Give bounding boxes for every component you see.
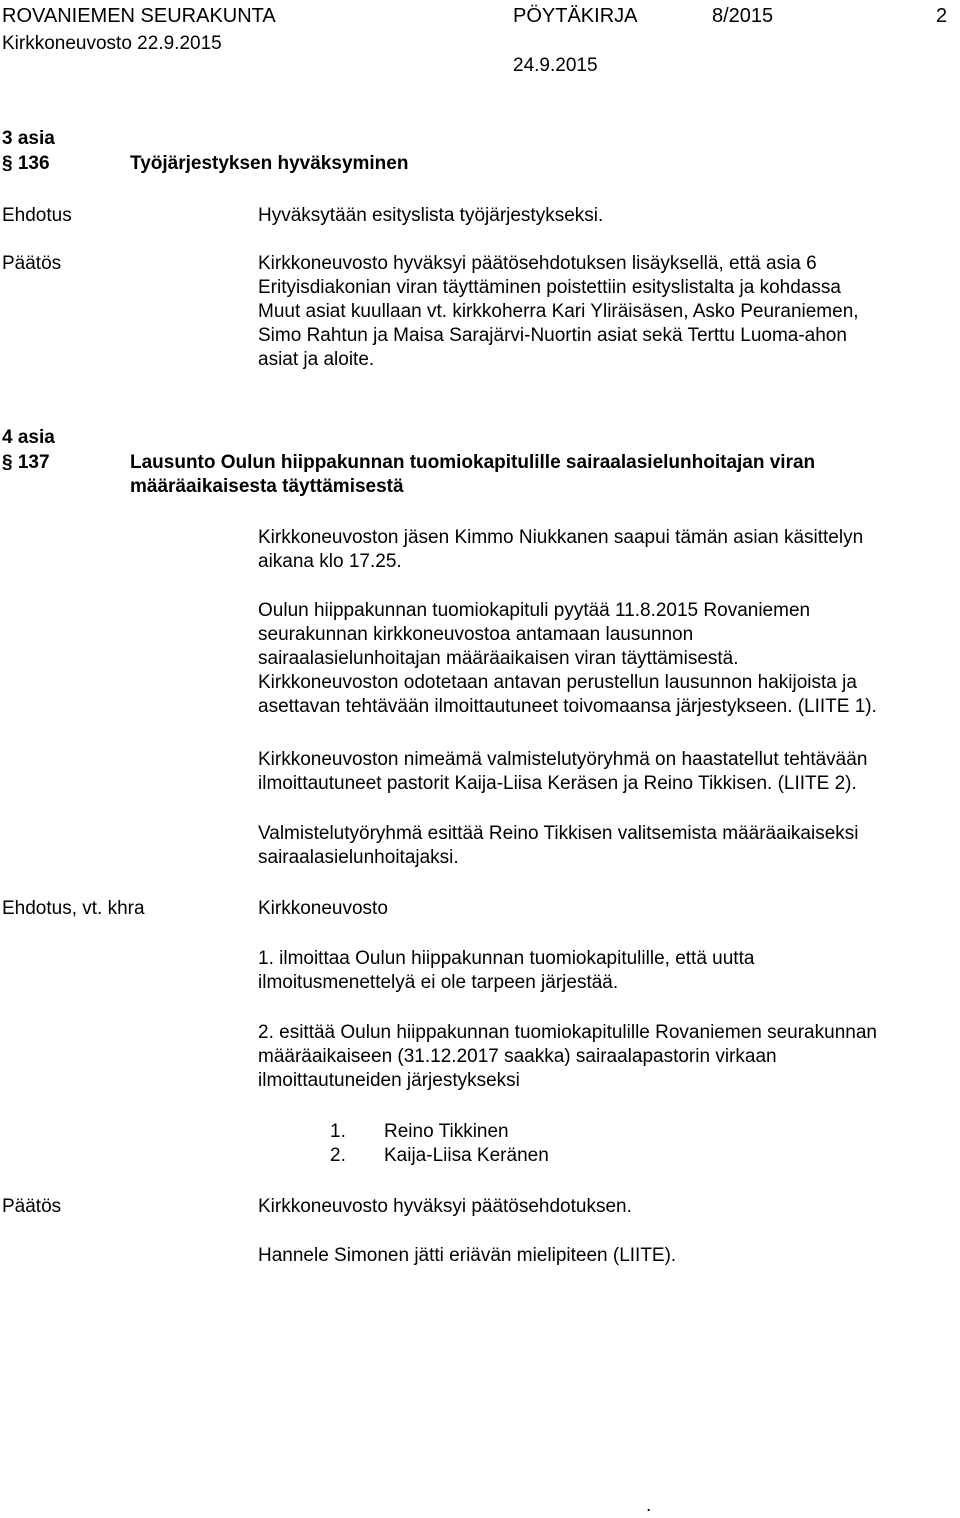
item3-section: 136 xyxy=(17,153,50,174)
ranking-name: Kaija-Liisa Keränen xyxy=(384,1145,549,1166)
item4-proposal-label: Ehdotus, vt. khra xyxy=(2,898,145,919)
item3-proposal-text: Hyväksytään esityslista työjärjestykseksi. xyxy=(258,205,604,226)
text-line: Muut asiat kuullaan vt. kirkkoherra Kari Yliräisäsen, Asko Peuraniemen, xyxy=(258,301,859,322)
item4-dissent: Hannele Simonen jätti eriävän mielipiteen (LIITE). xyxy=(258,1245,677,1266)
org-name: ROVANIEMEN SEURAKUNTA xyxy=(2,5,276,27)
item4-asia: 4 asia xyxy=(2,427,55,448)
text-line: Kirkkoneuvosto hyväksyi päätösehdotuksen lisäyksellä, että asia 6 xyxy=(258,253,817,274)
text-line: määräaikaiseen (31.12.2017 saakka) sairaalapastorin virkaan xyxy=(258,1046,777,1067)
footer-mark: . xyxy=(646,1495,652,1516)
item4-section-number: § 137 xyxy=(2,452,50,473)
text-line: asettavan tehtävään ilmoittautuneet toivomaansa järjestykseen. (LIITE 1). xyxy=(258,696,877,717)
item4-para4 xyxy=(258,822,958,870)
item3-decision-label: Päätös xyxy=(2,253,62,274)
text-line: Simo Rahtun ja Maisa Sarajärvi-Nuortin asiat sekä Terttu Luoma-ahon xyxy=(258,325,847,346)
text-line: Kirkkoneuvoston jäsen Kimmo Niukkanen saapui tämän asian käsittelyn xyxy=(258,527,864,548)
doc-number: 8/2015 xyxy=(712,5,774,27)
title-line: Lausunto Oulun hiippakunnan tuomiokapitulille sairaalasielunhoitajan viran xyxy=(130,452,816,473)
item4-section: 137 xyxy=(17,452,50,473)
title-line: määräaikaisesta täyttämisestä xyxy=(130,476,404,497)
item4-decision-label: Päätös xyxy=(2,1196,62,1217)
protocol-date: 24.9.2015 xyxy=(513,55,598,76)
text-line: seurakunnan kirkkoneuvostoa antamaan lausunnon xyxy=(258,624,694,645)
item3-proposal-label: Ehdotus xyxy=(2,205,72,226)
ranking-num: 2. xyxy=(330,1145,346,1166)
text-line: Kirkkoneuvoston odotetaan antavan perustellun lausunnon hakijoista ja xyxy=(258,672,857,693)
text-line: Kirkkoneuvoston nimeämä valmistelutyöryhmä on haastatellut tehtävään xyxy=(258,749,868,770)
item4-para1 xyxy=(258,526,958,574)
text-line: 1. ilmoittaa Oulun hiippakunnan tuomiokapitulille, että uutta xyxy=(258,948,755,969)
text-line: sairaalasielunhoitajaksi. xyxy=(258,847,459,868)
item3-asia: 3 asia xyxy=(2,128,55,149)
text-line: Oulun hiippakunnan tuomiokapituli pyytää 11.8.2015 Rovaniemen xyxy=(258,600,811,621)
text-line: asiat ja aloite. xyxy=(258,349,375,370)
item4-para3 xyxy=(258,748,958,796)
text-line: sairaalasielunhoitajan määräaikaisen viran täyttämisestä. xyxy=(258,648,739,669)
item4-point2 xyxy=(258,1021,958,1093)
item4-point1 xyxy=(258,947,958,995)
meeting-date: Kirkkoneuvosto 22.9.2015 xyxy=(2,33,222,54)
text-line: 2. esittää Oulun hiippakunnan tuomiokapitulille Rovaniemen seurakunnan xyxy=(258,1022,877,1043)
page-number: 2 xyxy=(936,5,948,27)
text-line: Erityisdiakonian viran täyttäminen poistettiin esityslistalta ja kohdassa xyxy=(258,277,841,298)
item3-title: Työjärjestyksen hyväksyminen xyxy=(130,153,409,174)
doc-type: PÖYTÄKIRJA xyxy=(513,5,638,27)
text-line: aikana klo 17.25. xyxy=(258,551,402,572)
text-line: ilmoitusmenettelyä ei ole tarpeen järjestää. xyxy=(258,972,619,993)
ranking-name: Reino Tikkinen xyxy=(384,1121,509,1142)
item3-section-number: § 136 xyxy=(2,153,50,174)
item4-para2 xyxy=(258,599,958,719)
item4-title xyxy=(130,451,815,499)
ranking-num: 1. xyxy=(330,1121,346,1142)
text-line: Valmistelutyöryhmä esittää Reino Tikkisen valitsemista määräaikaiseksi xyxy=(258,823,859,844)
text-line: ilmoittautuneiden järjestykseksi xyxy=(258,1070,520,1091)
item3-decision-text xyxy=(258,252,958,372)
text-line: ilmoittautuneet pastorit Kaija-Liisa Keräsen ja Reino Tikkisen. (LIITE 2). xyxy=(258,773,857,794)
item4-decision-text: Kirkkoneuvosto hyväksyi päätösehdotuksen. xyxy=(258,1196,632,1217)
item4-proposal-heading: Kirkkoneuvosto xyxy=(258,898,388,919)
